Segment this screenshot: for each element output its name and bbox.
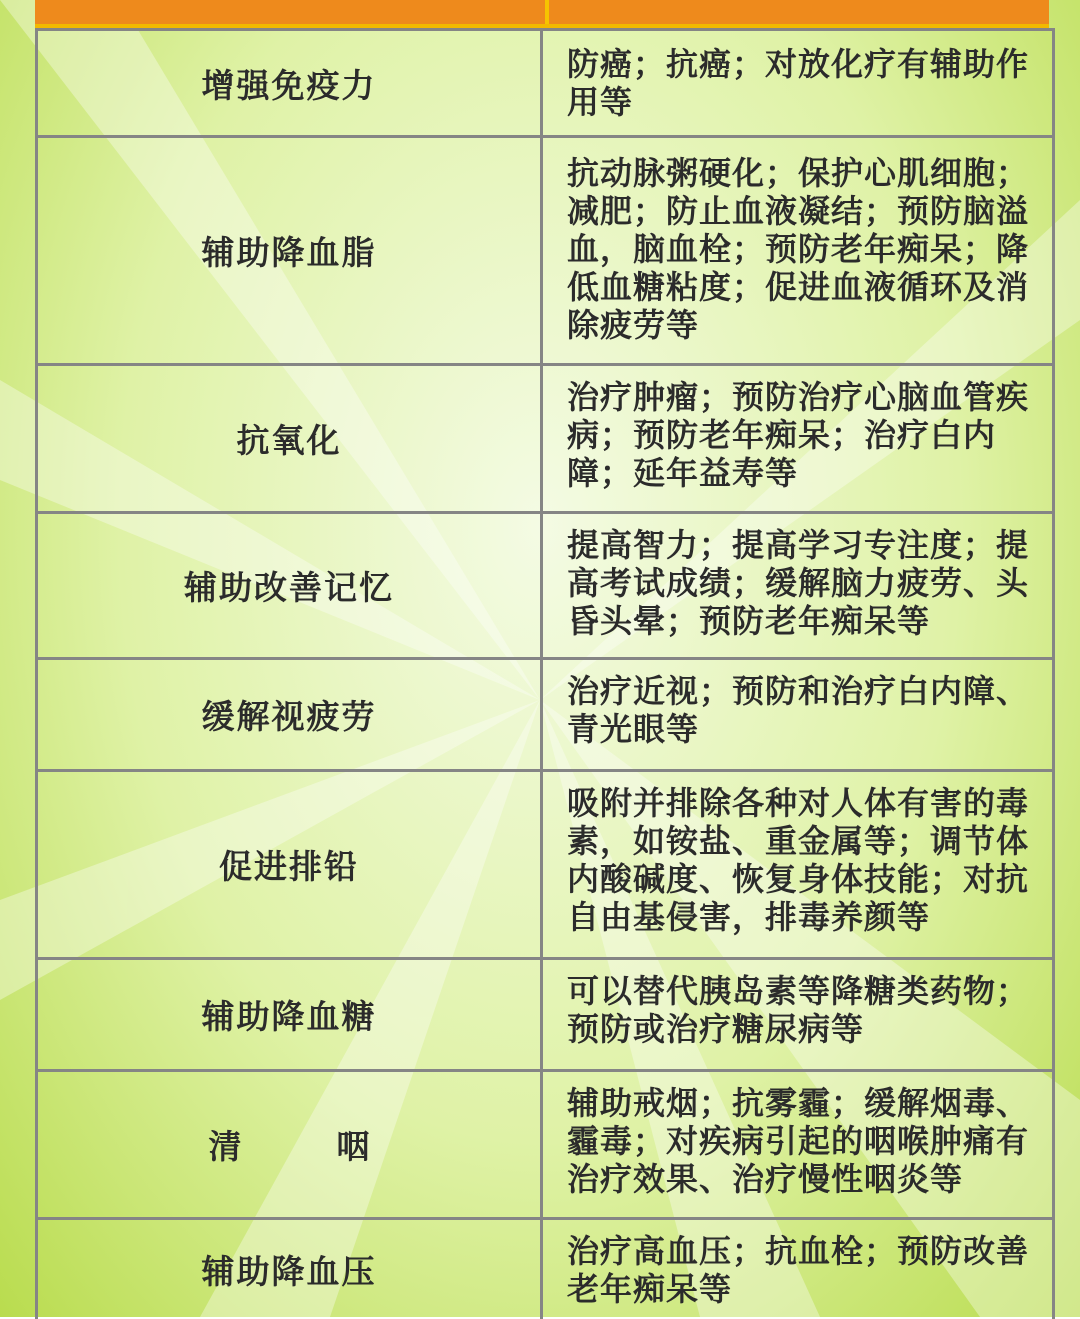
description-cell: 吸附并排除各种对人体有害的毒素，如铵盐、重金属等；调节体内酸碱度、恢复身体技能；对抗自由基侵害，排毒养颜等 [567,784,1030,936]
effect-cell: 缓解视疲劳 [38,660,543,769]
description-cell: 治疗肿瘤；预防治疗心脑血管疾病；预防老年痴呆；治疗白内障；延年益寿等 [567,378,1030,492]
table-row [38,135,1052,363]
description-cell: 治疗高血压；抗血栓；预防改善老年痴呆等 [567,1232,1030,1308]
table-row [38,1069,1052,1217]
description-cell: 辅助戒烟；抗雾霾；缓解烟毒、霾毒；对疾病引起的咽喉肿痛有治疗效果、治疗慢性咽炎等 [567,1084,1030,1198]
table-row [38,28,1052,135]
table-row [38,1217,1052,1319]
effect-cell: 抗氧化 [38,366,543,511]
effect-cell: 辅助降血脂 [38,138,543,363]
effects-table [35,0,1049,1317]
table-row [38,957,1052,1069]
effect-cell: 促进排铅 [38,772,543,957]
description-cell: 可以替代胰岛素等降糖类药物；预防或治疗糖尿病等 [567,972,1030,1048]
description-cell: 治疗近视；预防和治疗白内障、青光眼等 [567,672,1030,748]
table-row [38,769,1052,957]
effect-cell: 清咽 [38,1072,543,1217]
effect-cell: 辅助改善记忆 [38,514,543,657]
header-cell-effect [35,0,549,24]
effect-cell: 增强免疫力 [38,31,543,135]
description-cell: 抗动脉粥硬化；保护心肌细胞；减肥；防止血液凝结；预防脑溢血，脑血栓；预防老年痴呆；降低血糖粘度；促进血液循环及消除疲劳等 [567,154,1030,344]
description-cell: 防癌；抗癌；对放化疗有辅助作用等 [567,45,1030,121]
table-header [35,0,1049,28]
header-cell-description [549,0,1049,24]
table-row [38,657,1052,769]
table-row [38,511,1052,657]
table-row [38,363,1052,511]
table-body [35,28,1055,1319]
description-cell: 提高智力；提高学习专注度；提高考试成绩；缓解脑力疲劳、头昏头晕；预防老年痴呆等 [567,526,1030,640]
effect-cell: 辅助降血糖 [38,960,543,1069]
effect-cell: 辅助降血压 [38,1220,543,1319]
